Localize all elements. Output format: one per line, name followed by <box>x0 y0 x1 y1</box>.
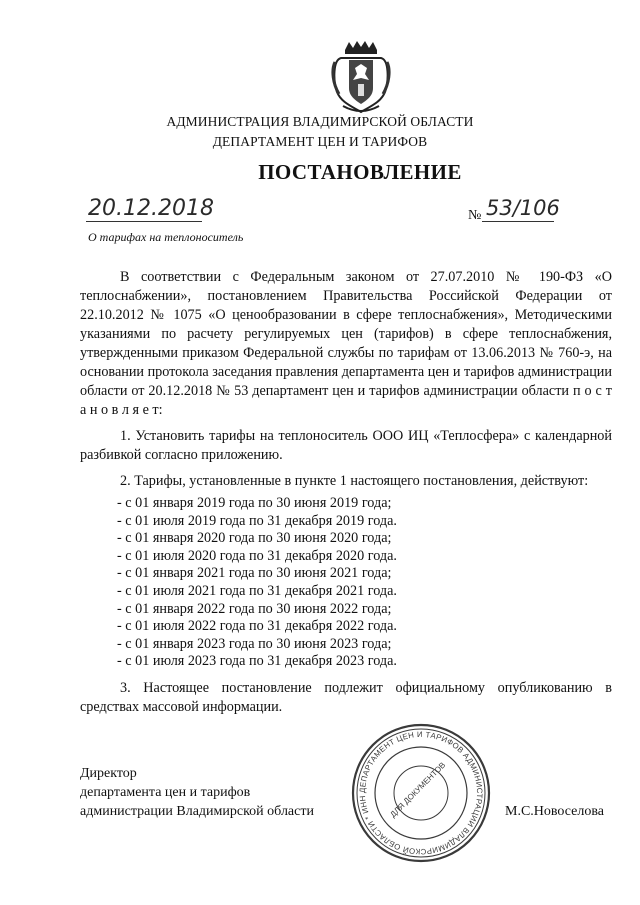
document-subject: О тарифах на теплоноситель <box>88 230 244 244</box>
stamp-ring-text: ДЕПАРТАМЕНТ ЦЕН И ТАРИФОВ АДМИНИСТРАЦИИ ВЛАДИМИРСКОЙ ОБЛАСТИ * ИНН <box>357 729 485 857</box>
signatory-title-line3: администрации Владимирской области <box>80 804 314 819</box>
item-3-paragraph: 3. Настоящее постановление подлежит официальному опубликованию в средствах массовой информации. <box>80 679 612 715</box>
period-item: - с 01 июля 2021 года по 31 декабря 2021 года. <box>117 582 397 599</box>
org-name: АДМИНИСТРАЦИЯ ВЛАДИМИРСКОЙ ОБЛАСТИ <box>166 114 474 129</box>
document-type-title: ПОСТАНОВЛЕНИЕ <box>258 160 462 184</box>
period-item: - с 01 июля 2022 года по 31 декабря 2022 года. <box>117 618 397 635</box>
period-item: - с 01 января 2023 года по 30 июня 2023 года; <box>117 635 392 652</box>
signatory-name: М.С.Новоселова <box>505 804 604 819</box>
official-stamp <box>350 722 492 864</box>
number-label: № <box>468 208 482 223</box>
preamble-paragraph: В соответствии с Федеральным законом от 27.07.2010 № 190-ФЗ «О теплоснабжении», постановлением Правительства Российской Федерации от 22.10.2012 № 1075 «О ценообразовании в сфере теплоснабжения», Методическими указаниями по расчету регулируемых цен (тарифов) в сфере теплоснабжения, утвержденными приказом Федеральной службы по тарифам от 13.06.2013 № 760-э, на основании протокола заседания правления департамента цен и тарифов администрации области от 20.12.2018 № 53 департамент цен и тарифов администрации области п о с т а н о в л я е т: <box>80 269 612 418</box>
document-body <box>80 268 612 717</box>
period-item: - с 01 января 2022 года по 30 июня 2022 года; <box>117 600 392 617</box>
date-underline <box>86 221 202 222</box>
item-1-paragraph: 1. Установить тарифы на теплоноситель ООО ИЦ «Теплосфера» с календарной разбивкой согласно приложению. <box>80 428 612 463</box>
period-item: - с 01 июля 2023 года по 31 декабря 2023 года. <box>117 653 397 670</box>
department-name: ДЕПАРТАМЕНТ ЦЕН И ТАРИФОВ <box>212 134 428 149</box>
coat-of-arms-emblem <box>331 40 391 116</box>
validity-periods-list <box>117 495 612 671</box>
period-item: - с 01 января 2019 года по 30 июня 2019 года; <box>117 495 392 511</box>
period-item: - с 01 января 2021 года по 30 июня 2021 года; <box>117 565 392 582</box>
period-item: - с 01 июля 2020 года по 31 декабря 2020 года. <box>117 547 397 564</box>
item-2-paragraph: 2. Тарифы, установленные в пункте 1 настоящего постановления, действуют: <box>120 473 589 489</box>
period-item: - с 01 июля 2019 года по 31 декабря 2019 года. <box>117 512 397 529</box>
period-item: - с 01 января 2020 года по 30 июня 2020 года; <box>117 530 392 547</box>
document-number: 53/106 <box>486 196 560 220</box>
signatory-title-line2: департамента цен и тарифов <box>80 785 251 800</box>
number-underline <box>482 221 554 222</box>
signatory-title-line1: Директор <box>80 766 137 781</box>
document-date: 20.12.2018 <box>88 196 214 221</box>
stamp-center-text: ДЛЯ ДОКУМЕНТОВ <box>388 760 448 820</box>
